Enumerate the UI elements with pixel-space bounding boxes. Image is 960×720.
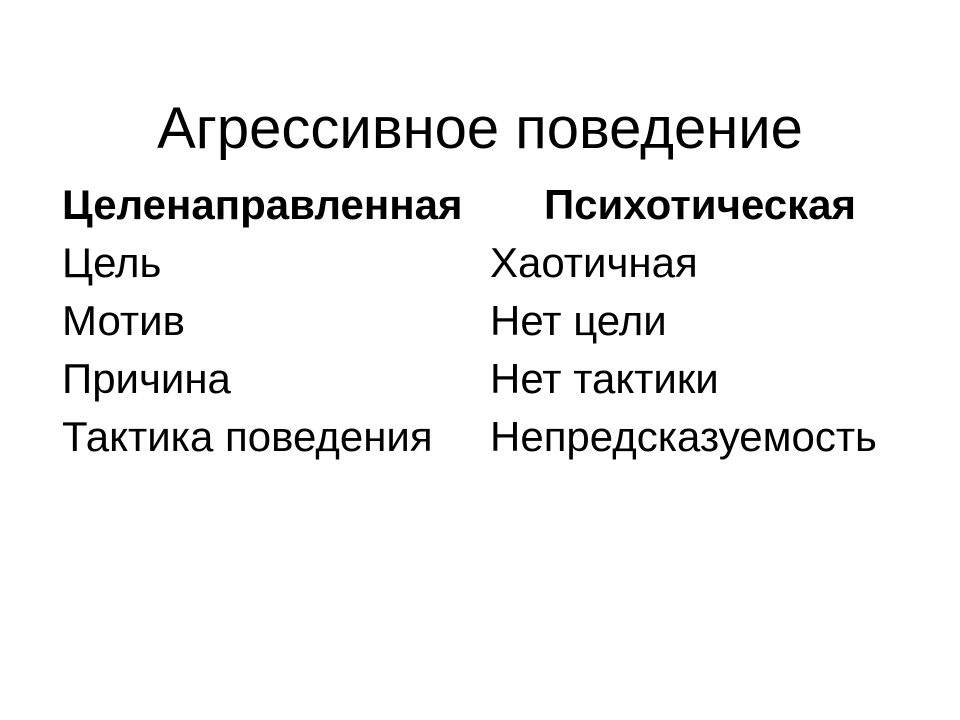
column-purposeful-item-4: Тактика поведения: [62, 413, 433, 460]
column-psychotic-item-2: Нет цели: [490, 297, 667, 344]
column-psychotic: [490, 176, 910, 466]
column-psychotic-item-4: Непредсказуемость: [490, 413, 877, 460]
column-purposeful-item-1: Цель: [62, 239, 162, 286]
column-psychotic-item-1: Хаотичная: [490, 239, 698, 286]
column-purposeful-header: Целенаправленная: [62, 181, 463, 228]
column-psychotic-header: Психотическая: [543, 181, 857, 228]
column-purposeful-item-2: Мотив: [62, 297, 185, 344]
two-column-body: [62, 176, 920, 466]
slide-title: Агрессивное поведение: [157, 95, 803, 161]
column-psychotic-item-3: Нет тактики: [490, 355, 719, 402]
column-purposeful-item-3: Причина: [62, 355, 231, 402]
column-purposeful: [62, 176, 490, 466]
